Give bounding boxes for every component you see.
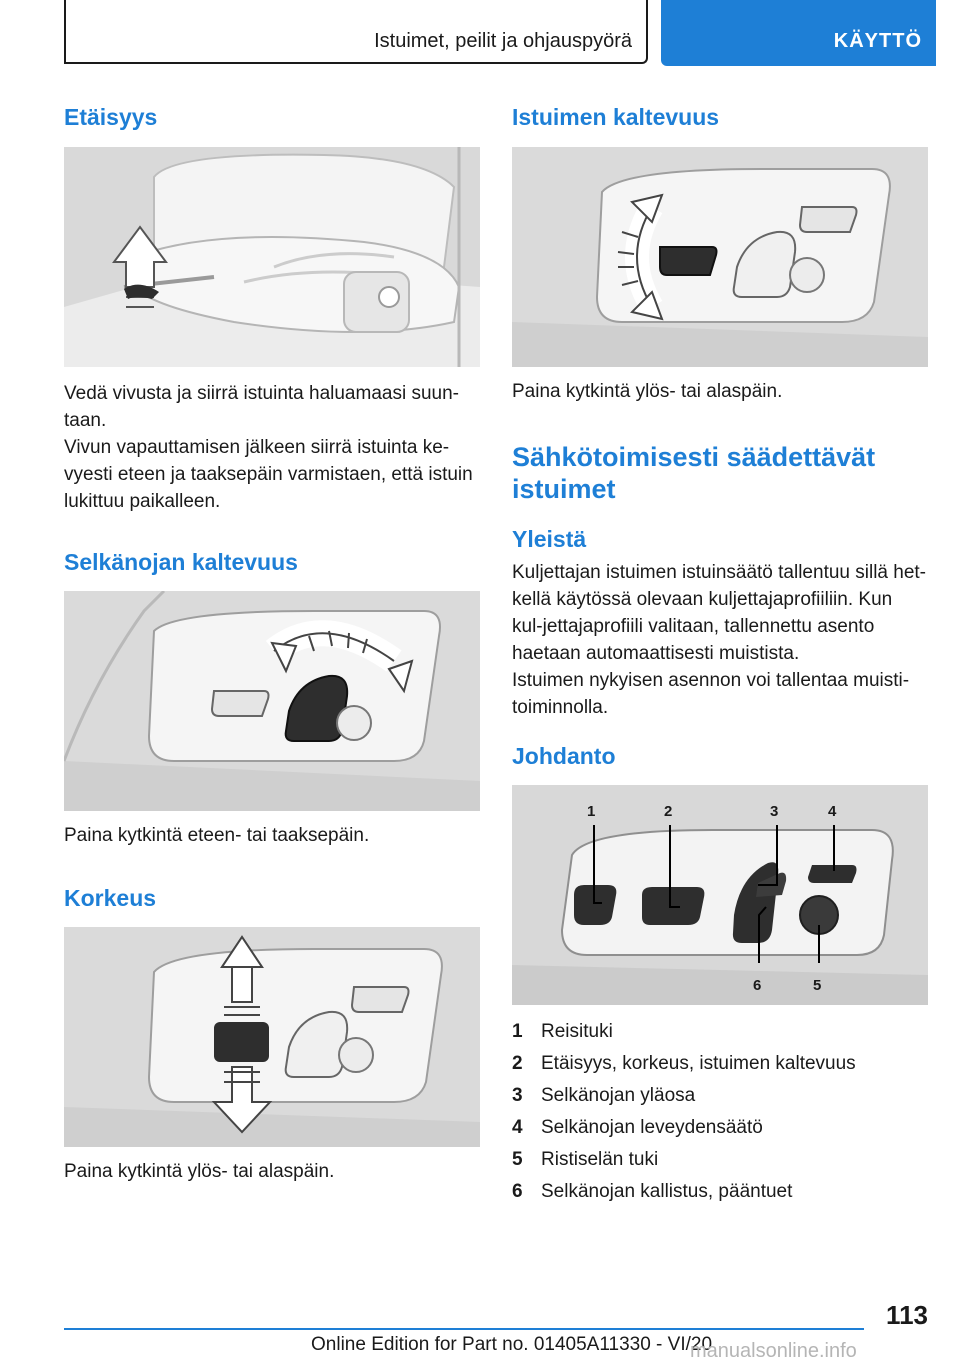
legend-number: 1 <box>512 1021 523 1042</box>
paragraph-selkanoja: Paina kytkintä eteen- tai taaksepäin. <box>64 825 370 846</box>
paragraph-etaisyys-2: Vivun vapauttamisen jälkeen siirrä istuinta ke-vyesti eteen ja taaksepäin varmistaen, että istuin lukittuu paikalleen. <box>64 437 473 512</box>
legend-text: Reisituki <box>541 1021 613 1042</box>
figure-seat-controls-overview <box>512 785 928 1005</box>
legend-text: Selkänojan yläosa <box>541 1085 696 1106</box>
paragraph-korkeus: Paina kytkintä ylös- tai alaspäin. <box>64 1161 335 1182</box>
paragraph-istuimen-kaltevuus: Paina kytkintä ylös- tai alaspäin. <box>512 381 783 402</box>
figure-height-switch <box>64 927 480 1147</box>
legend-item <box>512 1114 928 1146</box>
running-header <box>64 0 648 64</box>
legend-number: 2 <box>512 1053 523 1074</box>
legend-item <box>512 1018 928 1050</box>
legend-number: 3 <box>512 1085 523 1106</box>
legend-item <box>512 1178 928 1210</box>
callout-1: 1 <box>587 803 596 820</box>
heading-selkanojan-kaltevuus: Selkänojan kaltevuus <box>64 549 298 575</box>
legend-text: Selkänojan leveydensäätö <box>541 1117 763 1138</box>
heading-istuimen-kaltevuus: Istuimen kaltevuus <box>512 104 720 130</box>
legend-item <box>512 1146 928 1178</box>
paragraph-etaisyys-1: Vedä vivusta ja siirrä istuinta haluamaasi suun-taan. <box>64 383 459 431</box>
callout-2: 2 <box>664 803 673 820</box>
section-tab[interactable] <box>661 0 936 66</box>
figure-seat-tilt-switch <box>512 147 928 367</box>
callout-4: 4 <box>828 803 837 820</box>
paragraph-yleista-2: Istuimen nykyisen asennon voi tallentaa muisti-toiminnolla. <box>512 670 910 718</box>
paragraph-yleista-1: Kuljettajan istuimen istuinsäätö tallentuu sillä het-kellä käytössä olevaan kuljettajaprofiiliin. Kun kul-jettajaprofiili valitaan, tallennettu asento haetaan automaattisesti muistista. <box>512 562 927 664</box>
callout-3: 3 <box>770 803 779 820</box>
callout-6: 6 <box>753 977 762 994</box>
legend-item <box>512 1082 928 1114</box>
legend-list <box>512 1018 928 1210</box>
callout-5: 5 <box>813 977 822 994</box>
legend-text: Selkänojan kallistus, pääntuet <box>541 1181 793 1202</box>
edition-footer: Online Edition for Part no. 01405A11330 - VI/20 <box>311 1334 713 1355</box>
figure-backrest-switch <box>64 591 480 811</box>
heading-johdanto: Johdanto <box>512 743 616 769</box>
figure-seat-distance-lever <box>64 147 480 367</box>
watermark: manualsonline.info <box>690 1340 857 1362</box>
legend-text: Ristiselän tuki <box>541 1149 659 1170</box>
heading-etaisyys: Etäisyys <box>64 104 158 130</box>
legend-number: 5 <box>512 1149 523 1170</box>
page-number: 113 <box>886 1300 928 1330</box>
footer-rule <box>64 1328 864 1330</box>
legend-text: Etäisyys, korkeus, istuimen kaltevuus <box>541 1053 856 1074</box>
heading-korkeus: Korkeus <box>64 885 157 911</box>
chapter-title: Istuimet, peilit ja ohjauspyörä <box>374 30 632 52</box>
main-heading: Sähkötoimisesti säädettävät istuimet <box>512 442 876 504</box>
legend-item <box>512 1050 928 1082</box>
legend-number: 6 <box>512 1181 523 1202</box>
legend-number: 4 <box>512 1117 523 1138</box>
heading-yleista: Yleistä <box>512 526 587 552</box>
section-tab-label: KÄYTTÖ <box>833 30 922 52</box>
